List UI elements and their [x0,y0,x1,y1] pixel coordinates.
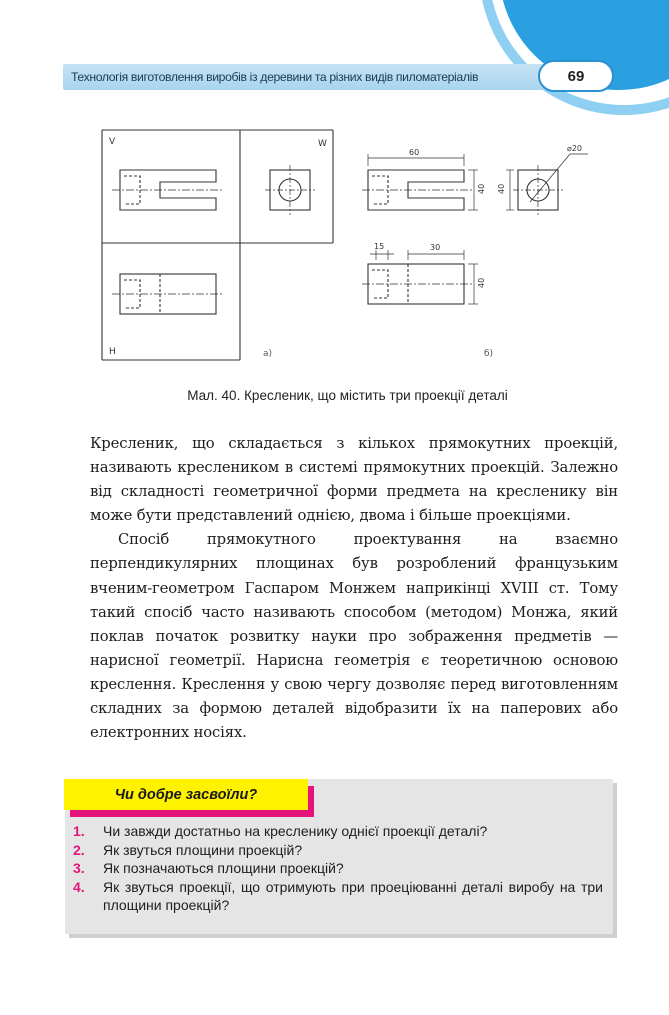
side-view-a [265,165,315,215]
question-text: Як позначаються площини проекцій? [103,860,344,876]
dimension-diameter: ⌀20 [567,144,582,153]
top-view-b [362,250,478,304]
page-number: 69 [538,60,614,92]
question-item [73,859,603,878]
top-view-a [112,274,224,314]
question-text: Як звуться площини проекцій? [103,841,303,858]
question-number: 2. [73,841,85,858]
body-text [90,432,618,745]
question-list [73,822,603,915]
plane-label-w: W [318,139,327,149]
front-view-b [362,154,478,210]
question-number: 1. [73,823,85,839]
projection-planes-frame [102,130,333,360]
part-label-a: а) [263,349,273,359]
review-title: Чи добре засвоїли? [64,779,308,810]
running-header-title: Технологія виготовлення виробів із деревини та різних видів пиломатеріалів [71,70,479,84]
question-number: 4. [73,878,85,895]
technical-drawing-figure [100,128,620,373]
dimension-height-side: 40 [497,183,506,194]
figure-caption: Мал. 40. Кресленик, що містить три проекції деталі [187,388,508,403]
dimension-height-front: 40 [477,183,486,194]
question-number: 3. [73,860,85,876]
dimension-top-height: 40 [477,277,486,288]
body-paragraph-1: Кресленик, що складається з кількох прямокутних проекцій, називають креслеником в системі прямокутних проекцій. Залежно від складності геометричної форми предмета на кресленику він може бути представлений однією, двома і більше проекціями. [90,435,618,525]
dimension-top-depth: 30 [430,243,441,252]
running-header [63,64,558,90]
question-text: Як звуться проекції, що отримують при проеціюванні деталі виробу на три площини проекцій? [103,878,603,913]
plane-label-h: H [109,347,116,357]
dimension-top-slot: 15 [374,242,385,251]
question-item [73,822,603,841]
part-label-b: б) [484,349,494,359]
question-item [73,878,603,915]
body-paragraph-2: Спосіб прямокутного проектування на взаємно перпендикулярних площинах був розроблений французьким вченим-геометром Гаспаром Монжем наприкінці XVIII ст. Тому такий спосіб часто називають способом (методом) Монжа, який поклав початок розвитку науки про зображення предметів — нарисної геометрії. Нарисна геометрія є теоретичною основою креслення. Креслення у свою чергу дозволяє перед виготовленням складних за формою деталей відобразити їх на паперових або електронних носіях. [90,531,618,742]
question-item [73,841,603,860]
question-text: Чи завжди достатньо на кресленику однієї проекції деталі? [103,823,488,839]
front-view-a [112,170,224,210]
technical-drawing [100,128,620,373]
dimension-length: 60 [409,148,420,157]
side-view-b [506,154,588,215]
plane-label-v: V [109,137,116,147]
